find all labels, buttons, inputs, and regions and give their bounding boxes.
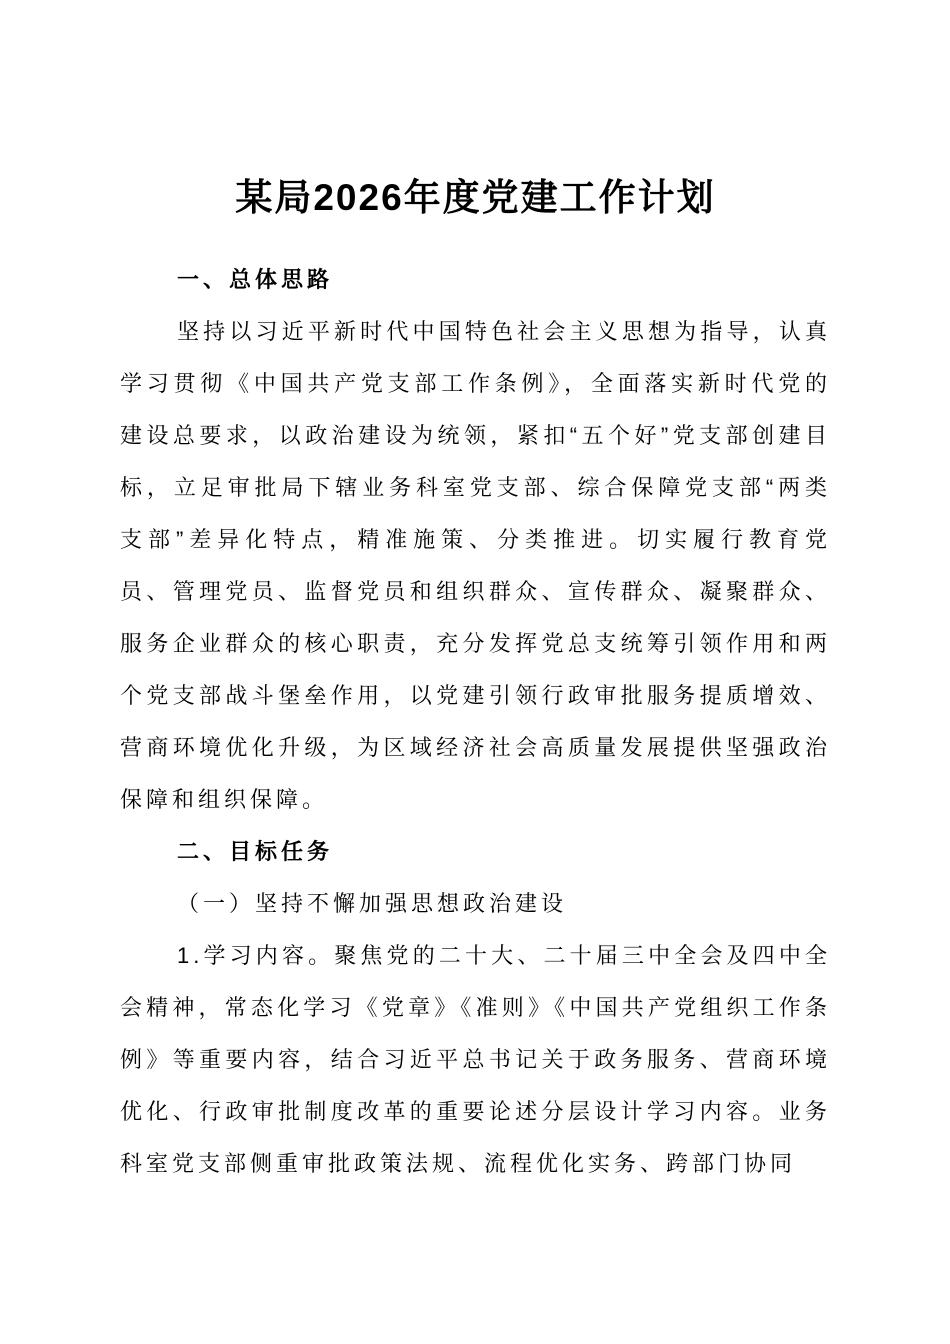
document-body bbox=[120, 254, 831, 1190]
body-paragraph: 1.学习内容。聚焦党的二十大、二十届三中全会及四中全会精神，常态化学习《党章》《准则》《中国共产党组织工作条例》等重要内容，结合习近平总书记关于政务服务、营商环境优化、行政审批制度改革的重要论述分层设计学习内容。业务科室党支部侧重审批政策法规、流程优化实务、跨部门协同 bbox=[120, 943, 831, 1176]
document-title: 某局2026年度党建工作计划 bbox=[235, 177, 716, 218]
sub-section-heading: （一）坚持不懈加强思想政治建设 bbox=[177, 891, 568, 916]
section-heading: 二、目标任务 bbox=[177, 839, 334, 864]
section-heading: 一、总体思路 bbox=[177, 267, 334, 292]
body-paragraph: 坚持以习近平新时代中国特色社会主义思想为指导，认真学习贯彻《中国共产党支部工作条例》，全面落实新时代党的建设总要求，以政治建设为统领，紧扣“五个好”党支部创建目标，立足审批局下辖业务科室党支部、综合保障党支部“两类支部”差异化特点，精准施策、分类推进。切实履行教育党员、管理党员、监督党员和组织群众、宣传群众、凝聚群众、服务企业群众的核心职责，充分发挥党总支统筹引领作用和两个党支部战斗堡垒作用，以党建引领行政审批服务提质增效、营商环境优化升级，为区域经济社会高质量发展提供坚强政治保障和组织保障。 bbox=[120, 319, 831, 812]
